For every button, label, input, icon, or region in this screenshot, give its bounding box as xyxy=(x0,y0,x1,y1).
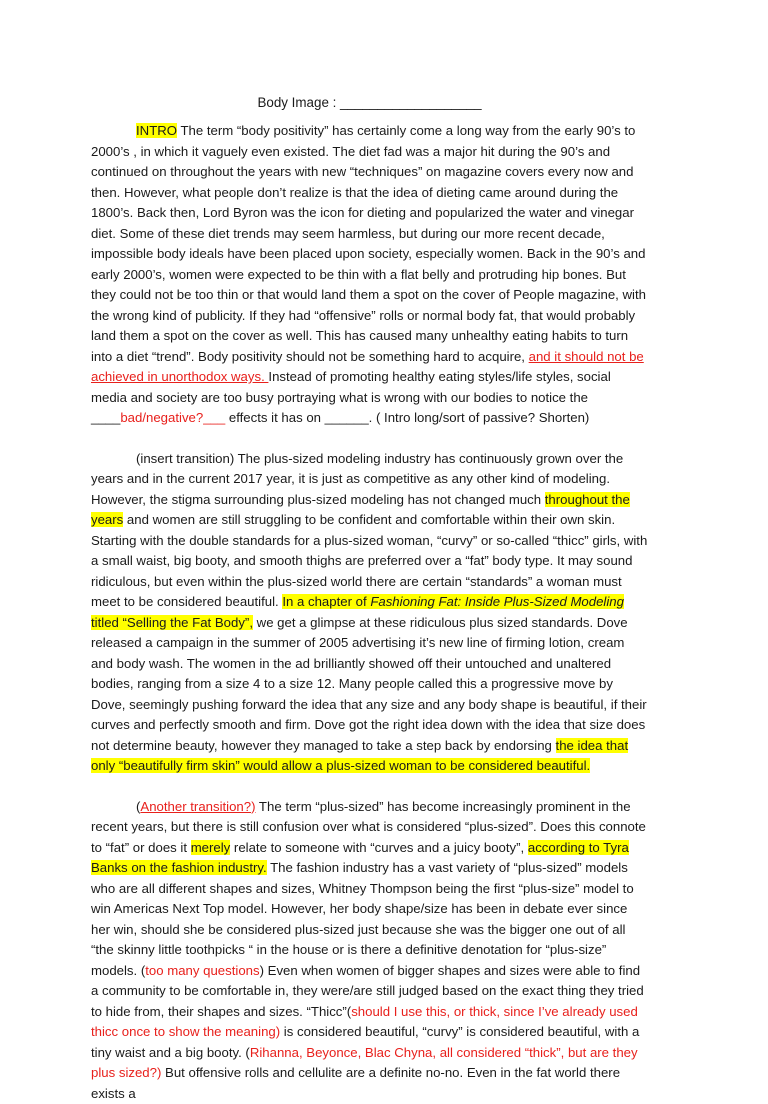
text-run: The fashion industry has a vast variety of “plus-sized” models who are all different shapes and sizes, Whitney Thompson being the first “plus-size” model to win Americas Next Top model. However, her body shape/size has been in debate ever since her win, should she be considered plus-sized just because she was the bigger one out of all “the skinny little toothpicks “ in the house or is there a definitive denotation for “plus-size” models. ( xyxy=(91,860,634,978)
text-run: (insert transition) The plus-sized modeling industry has continuously grown over the years and in the current 2017 year, it is just as competitive as any other kind of modeling. However, the stigma surrounding plus-sized modeling has not changed much xyxy=(91,451,623,507)
document-title: Body Image : ___________________ xyxy=(91,93,648,113)
text-run: is considered beautiful, “curvy” is considered beautiful, with a tiny waist and a big booty. ( xyxy=(91,1024,639,1060)
paragraph-3 xyxy=(91,797,648,1104)
text-run: and women are still struggling to be confident and comfortable within their own skin. Starting with the double standards for a plus-sized woman, “curvy” or so-called “thicc” girls, with a small waist, big booty, and smooth thighs are preferred over a “fat” body type. It may sound ridiculous, but even within the plus-sized world there are certain “standards” a woman must meet to be considered beautiful. xyxy=(91,512,647,609)
highlighted-text: the idea that only “beautifully firm skin” would allow a plus-sized woman to be considered beautiful. xyxy=(91,738,628,774)
highlighted-text: throughout the years xyxy=(91,492,630,528)
highlighted-text: according to Tyra Banks on the fashion industry. xyxy=(91,840,629,876)
reviewer-comment-text: Rihanna, Beyonce, Blac Chyna, all considered “thick”, but are they plus sized?) xyxy=(91,1045,638,1081)
text-run: ) Even when women of bigger shapes and sizes were able to find a community to be comfortable in, they were/are still judged based on the exact thing they tried to hide from, their shapes and sizes. “Thicc”( xyxy=(91,963,644,1019)
text-run: Instead of promoting healthy eating styles/life styles, social media and society are too busy portraying what is wrong with our bodies to notice the ____ xyxy=(91,369,611,425)
text-run: The term “plus-sized” has become increasingly prominent in the recent years, but there is still confusion over what is considered “plus-sized”. Does this connote to “fat” or does it xyxy=(91,799,646,855)
text-run: ( xyxy=(136,799,140,814)
highlighted-text: Fashioning Fat: Inside Plus-Sized Modeling xyxy=(370,594,624,609)
highlighted-text: In a chapter of xyxy=(282,594,370,609)
text-run: The term “body positivity” has certainly come a long way from the early 90’s to 2000’s , in which it vaguely even existed. The diet fad was a major hit during the 90’s and continued on throughout the years with new “techniques” on magazine covers every now and then. However, what people don’t realize is that the idea of dieting came around during the 1800’s. Back then, Lord Byron was the icon for dieting and popularized the water and vinegar diet. Some of these diet trends may seem harmless, but during our more recent decade, impossible body ideals have been placed upon society, especially women. Back in the 90’s and early 2000’s, women were expected to be thin with a flat belly and protruding hip bones. But they could not be too thin or that would land them a spot on the cover of People magazine, with the wrong kind of publicity. If they had “offensive” rolls or normal body fat, that would probably land them a spot on the cover as well. This has caused many unhealthy eating habits to turn into a diet “trend”. Body positivity should not be something hard to acquire, xyxy=(91,123,646,364)
paragraph-1 xyxy=(91,121,648,429)
text-run: effects it has on ______. ( Intro long/sort of passive? Shorten) xyxy=(225,410,589,425)
highlighted-text: INTRO xyxy=(136,123,177,138)
text-run: we get a glimpse at these ridiculous plus sized standards. Dove released a campaign in the summer of 2005 advertising it’s new line of firming lotion, cream and body wash. The women in the ad brilliantly showed off their untouched and unaltered bodies, ranging from a size 4 to a size 12. Many people called this a progressive move by Dove, seemingly pushing forward the idea that any size and any body shape is beautiful, if their curves and perfectly smooth and firm. Dove got the right idea down with the idea that size does not determine beauty, however they managed to take a step back by endorsing xyxy=(91,615,647,753)
reviewer-comment-text: should I use this, or thick, since I’ve already used thicc once to show the meaning) xyxy=(91,1004,638,1040)
highlighted-text: titled “Selling the Fat Body”, xyxy=(91,615,253,630)
reviewer-comment-text: bad/negative?___ xyxy=(120,410,225,425)
reviewer-comment-text: and it should not be achieved in unorthodox ways. xyxy=(91,349,644,385)
text-run: But offensive rolls and cellulite are a definite no-no. Even in the fat world there exists a xyxy=(91,1065,620,1101)
document-body xyxy=(91,121,648,1104)
highlighted-text: merely xyxy=(191,840,231,855)
reviewer-comment-text: too many questions xyxy=(145,963,259,978)
reviewer-comment-text: Another transition?) xyxy=(140,799,255,814)
paragraph-2 xyxy=(91,449,648,777)
text-run: relate to someone with “curves and a juicy booty”, xyxy=(230,840,528,855)
